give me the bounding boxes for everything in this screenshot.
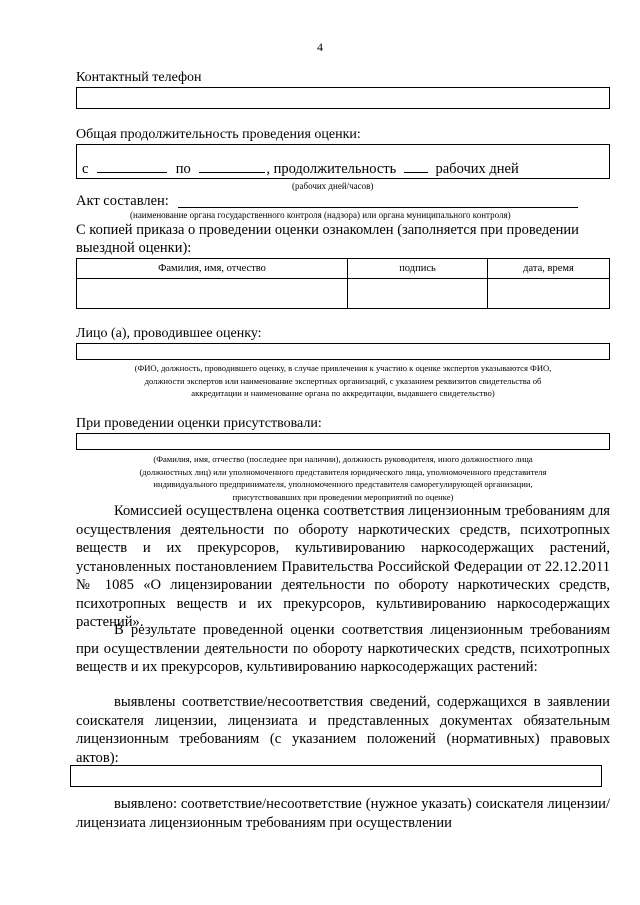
present-note-line: (должностных лиц) или уполномоченного представителя юридического лица, уполномоченного представителя [139,466,547,477]
contact-phone-field[interactable] [76,87,610,109]
assessor-note-line: (ФИО, должность, проводившего оценку, в случае привлечения к участию к оценке экспертов указываются ФИО, [134,363,552,373]
column-header-signature: подпись [348,259,488,279]
paragraph-commission: Комиссией осуществлена оценка соответствия лицензионным требованиям для осуществления деятельности по обороту наркотических средств, психотропных веществ и их прекурсоров, культивированию наркосодержащих растений, установленных постановлением Правительства Российской Федерации от 22.12.2011 № 1085 «О лицензировании деятельности по обороту наркотических средств, психотропных веществ и их прекурсоров, культивированию наркосодержащих растений». [76,503,610,630]
duration-word: продолжительность [273,161,397,177]
date-from-field[interactable] [97,160,167,173]
fio-cell[interactable] [77,279,348,309]
act-note: (наименование органа государственного контроля (надзора) или органа муниципального контроля) [130,210,511,220]
present-note-line: присутствовавших при проведении мероприятий по оценке) [232,491,454,502]
act-label: Акт составлен: [76,193,169,209]
working-days-label: рабочих дней [435,161,519,177]
paragraph-result: В результате проведенной оценки соответствия лицензионным требованиям при осуществлении деятельности по обороту наркотических средств, психотропных веществ и их прекурсоров, культивированию наркосодержащих растений: [76,622,610,675]
order-copy-label-line1: С копией приказа о проведении оценки ознакомлен (заполняется при проведении [76,222,579,238]
page-number: 4 [317,40,323,54]
date-to-field[interactable] [199,160,265,173]
comma: , [266,161,270,177]
column-header-datetime: дата, время [488,259,610,279]
present-note [60,453,626,503]
duration-units-note: (рабочих дней/часов) [292,181,374,191]
table-header-row [77,259,610,279]
from-label: с [82,161,89,177]
order-copy-table [76,258,610,309]
table-row [77,279,610,309]
assessor-note-line: должности экспертов или наименование экспертных организаций, с указанием реквизитов свидетельства об [144,375,542,386]
duration-line [82,160,519,178]
contact-phone-label: Контактный телефон [76,70,202,85]
act-field[interactable] [178,207,578,208]
assessor-field[interactable] [76,343,610,360]
findings-field[interactable] [70,765,602,787]
paragraph-findings: выявлены соответствие/несоответствия сведений, содержащихся в заявлении соискателя лицензии, лицензиата и представленных документах обязательным лицензионным требованиям (с указанием положений (нормативных) правовых актов): [76,694,610,766]
assessor-note [60,362,626,400]
present-note-line: (Фамилия, имя, отчество (последнее при наличии), должность руководителя, иного должностного лица [153,454,533,464]
to-label: по [175,161,191,177]
paragraph-compliance: выявлено: соответствие/несоответствие (нужное указать) соискателя лицензии/лицензиата лицензионным требованиям при осуществлении [76,796,610,831]
signature-cell[interactable] [348,279,488,309]
datetime-cell[interactable] [488,279,610,309]
present-label: При проведении оценки присутствовали: [76,416,322,431]
assessor-note-line: аккредитации и наименование органа по аккредитации, выдавшего свидетельство) [191,388,495,399]
duration-label: Общая продолжительность проведения оценки: [76,127,361,142]
present-field[interactable] [76,433,610,450]
order-copy-label-line2: выездной оценки): [76,240,192,256]
present-note-line: индивидуального предпринимателя, уполномоченного представителя саморегулирующей организации, [153,479,533,490]
duration-days-field[interactable] [404,160,428,173]
assessor-label: Лицо (а), проводившее оценку: [76,326,262,341]
column-header-fio: Фамилия, имя, отчество [77,259,348,279]
